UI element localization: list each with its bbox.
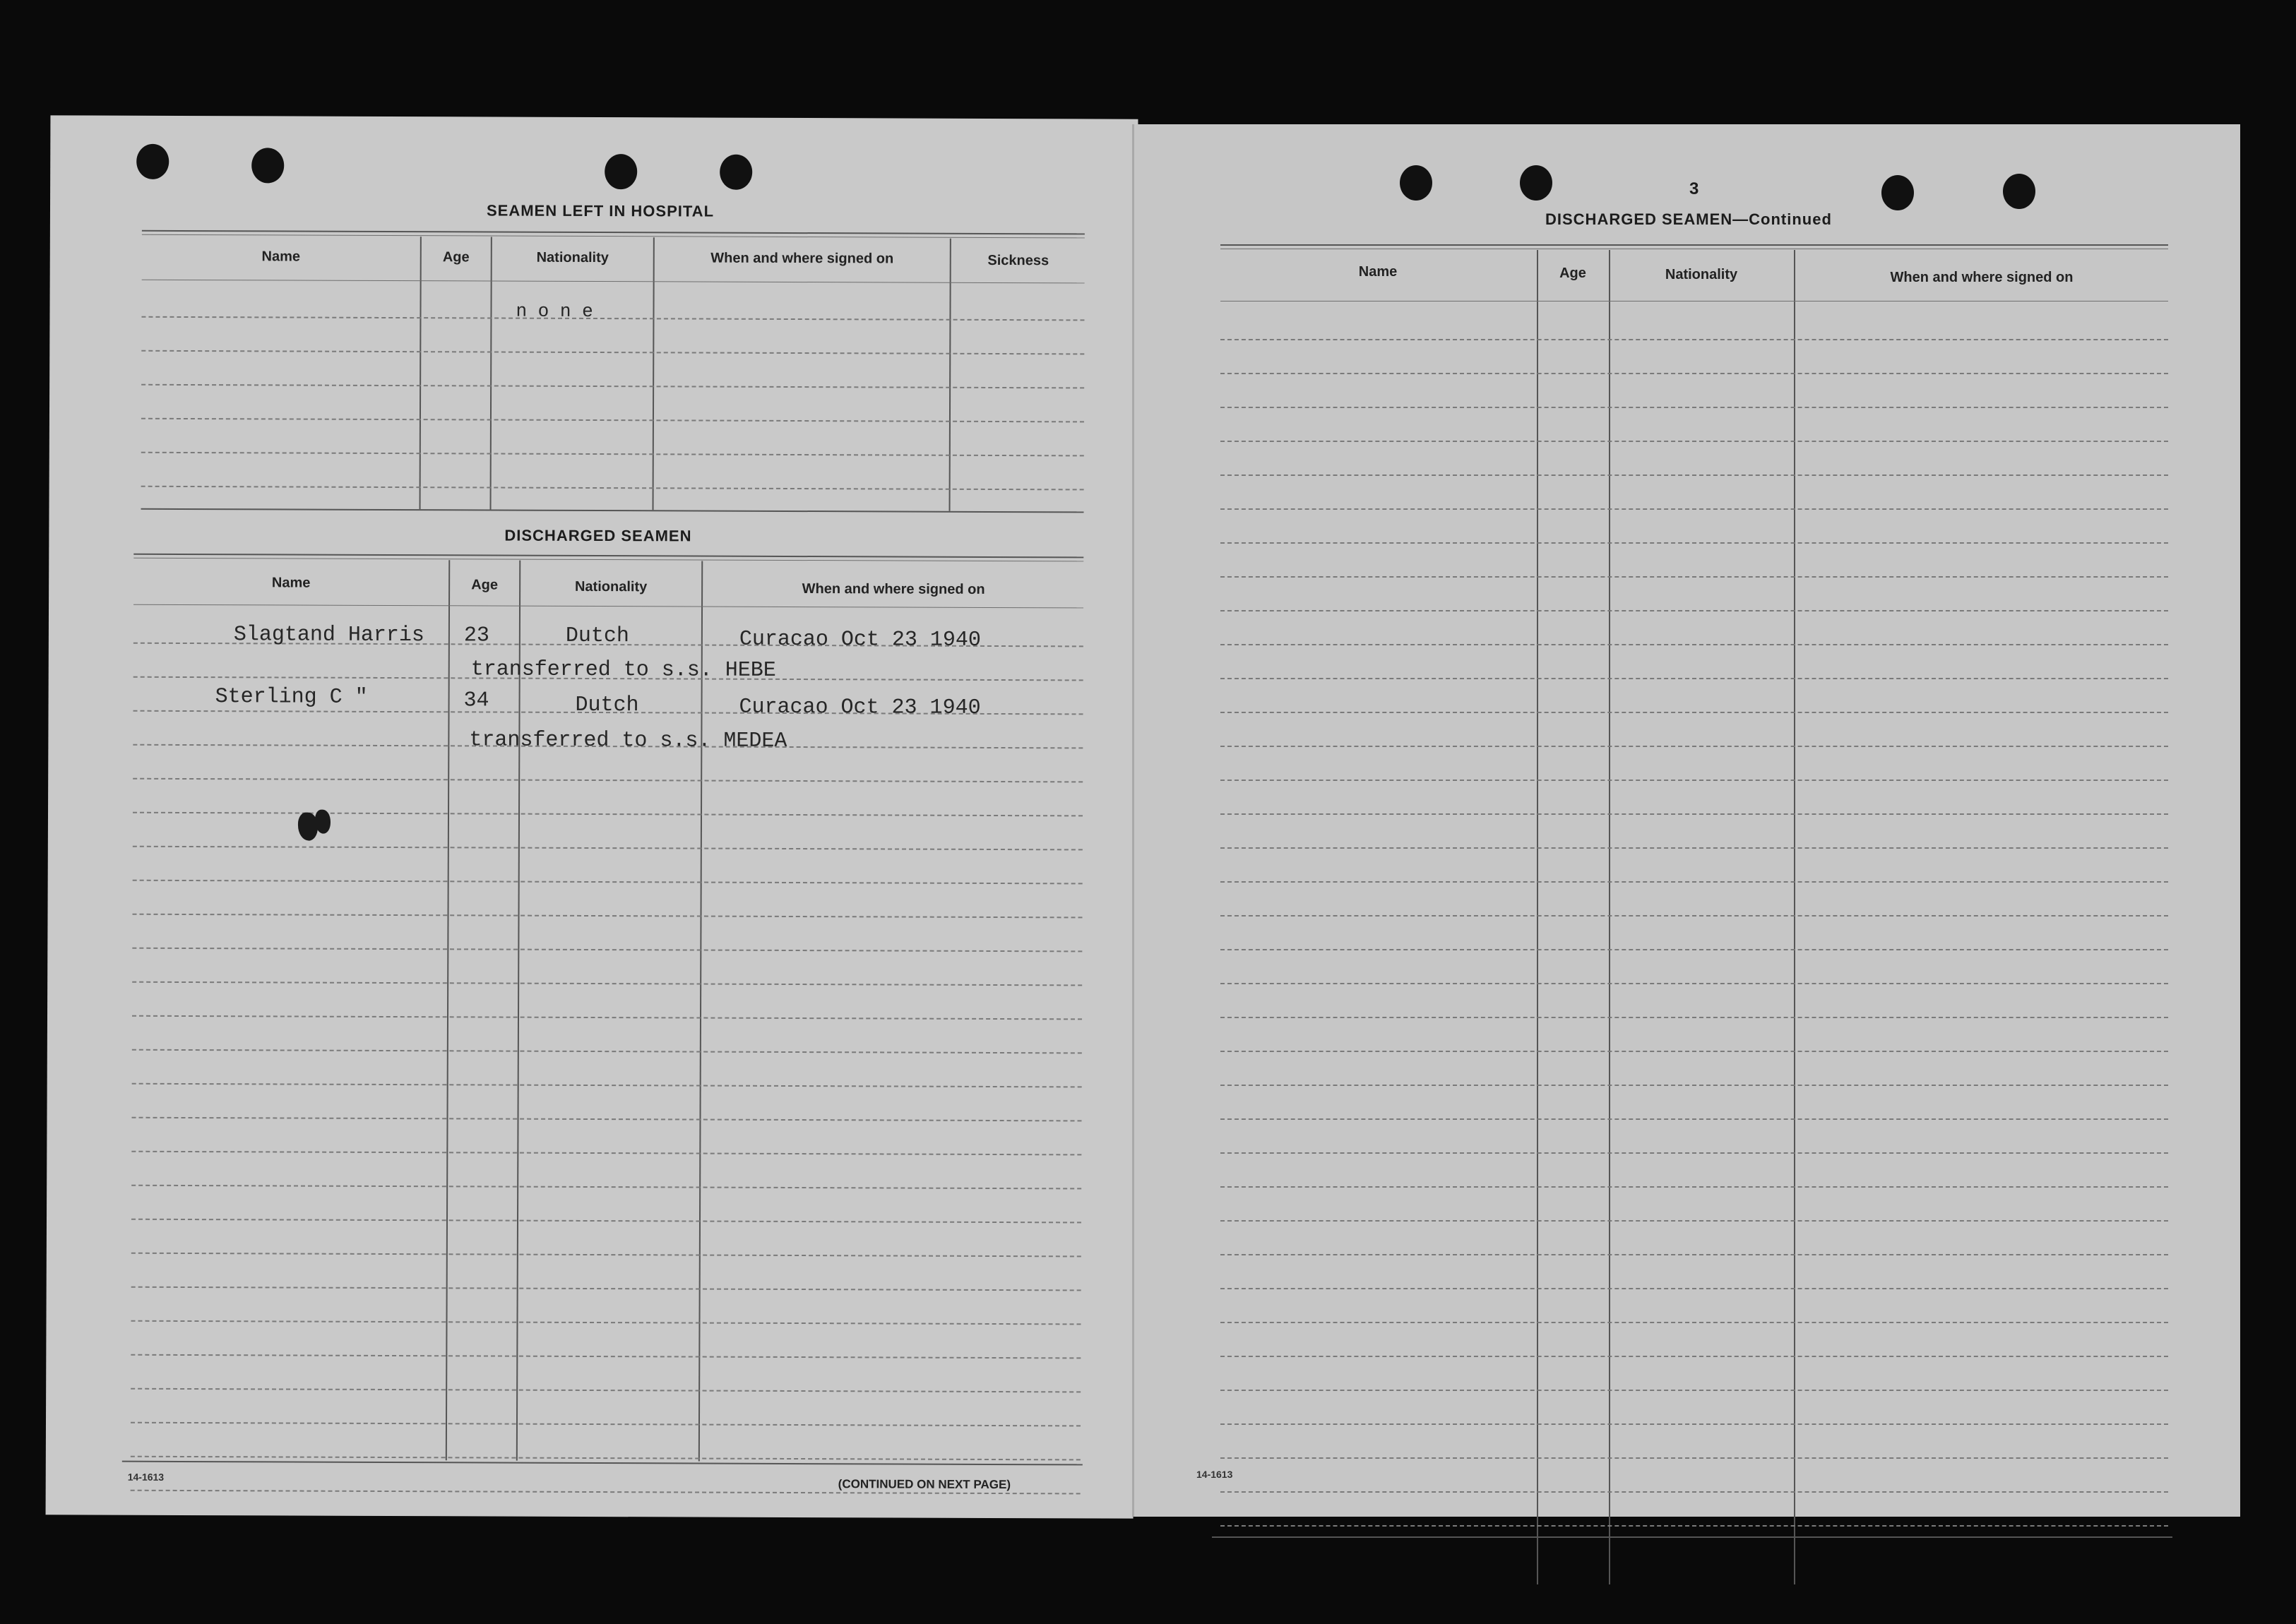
punch-hole [251,148,284,183]
header-rule [133,604,1083,609]
hospital-col-name: Name [261,249,301,265]
seaman-1-remark: transferred to s.s. HEBE [470,657,776,683]
header-rule [142,280,1085,284]
discharged-col-name: Name [271,575,311,591]
seaman-2-age: 34 [463,688,489,713]
right-page [1134,124,2240,1517]
continued-col-age: Age [1559,265,1586,281]
rule [1212,1536,2172,1538]
seaman-1-name: Slagtand Harris [233,623,425,648]
ink-blot [315,810,331,834]
hospital-col-signed-on: When and where signed on [710,250,894,267]
continued-col-signed-on: When and where signed on [1890,270,2074,285]
continued-col-name: Name [1358,264,1398,280]
discharged-section-title: DISCHARGED SEAMEN [504,526,692,545]
hospital-ruled-rows [141,284,1085,491]
hospital-col-sickness: Sickness [987,252,1049,269]
continued-col-nationality: Nationality [1665,267,1738,282]
page-number: 3 [1689,179,1699,198]
seaman-1-age: 23 [463,623,489,648]
hospital-none-entry: n o n e [516,300,593,323]
rule [133,558,1083,562]
hospital-col-nationality: Nationality [536,249,609,266]
rule [1220,244,2168,246]
punch-hole [1400,165,1432,201]
seaman-1-signed-on: Curacao Oct 23 1940 [739,627,981,652]
discharged-col-nationality: Nationality [574,578,648,595]
hospital-col-age: Age [442,249,470,265]
punch-hole [1520,165,1552,201]
continued-ruled-rows [1220,306,2168,1527]
punch-hole [605,154,637,189]
seaman-2-name: Sterling C " [215,685,368,710]
discharged-col-signed-on: When and where signed on [802,581,985,597]
punch-hole [2003,174,2035,209]
seaman-2-nationality: Dutch [575,693,639,718]
form-code: 14-1613 [127,1471,165,1483]
discharged-continued-title: DISCHARGED SEAMEN—Continued [1545,210,1832,228]
rule [142,230,1085,235]
punch-hole [1881,175,1914,210]
continued-note: (CONTINUED ON NEXT PAGE) [838,1477,1011,1492]
hospital-section-title: SEAMEN LEFT IN HOSPITAL [486,201,715,220]
discharged-col-age: Age [471,577,499,593]
rule [141,508,1084,513]
punch-hole [720,155,752,190]
seaman-2-remark: transferred to s.s. MEDEA [469,728,787,753]
seaman-2-signed-on: Curacao Oct 23 1940 [739,695,981,720]
rule [142,234,1085,239]
left-page [46,115,1138,1518]
punch-hole [136,144,169,179]
form-code: 14-1613 [1196,1469,1233,1480]
seaman-1-nationality: Dutch [565,623,629,649]
rule [133,554,1083,559]
